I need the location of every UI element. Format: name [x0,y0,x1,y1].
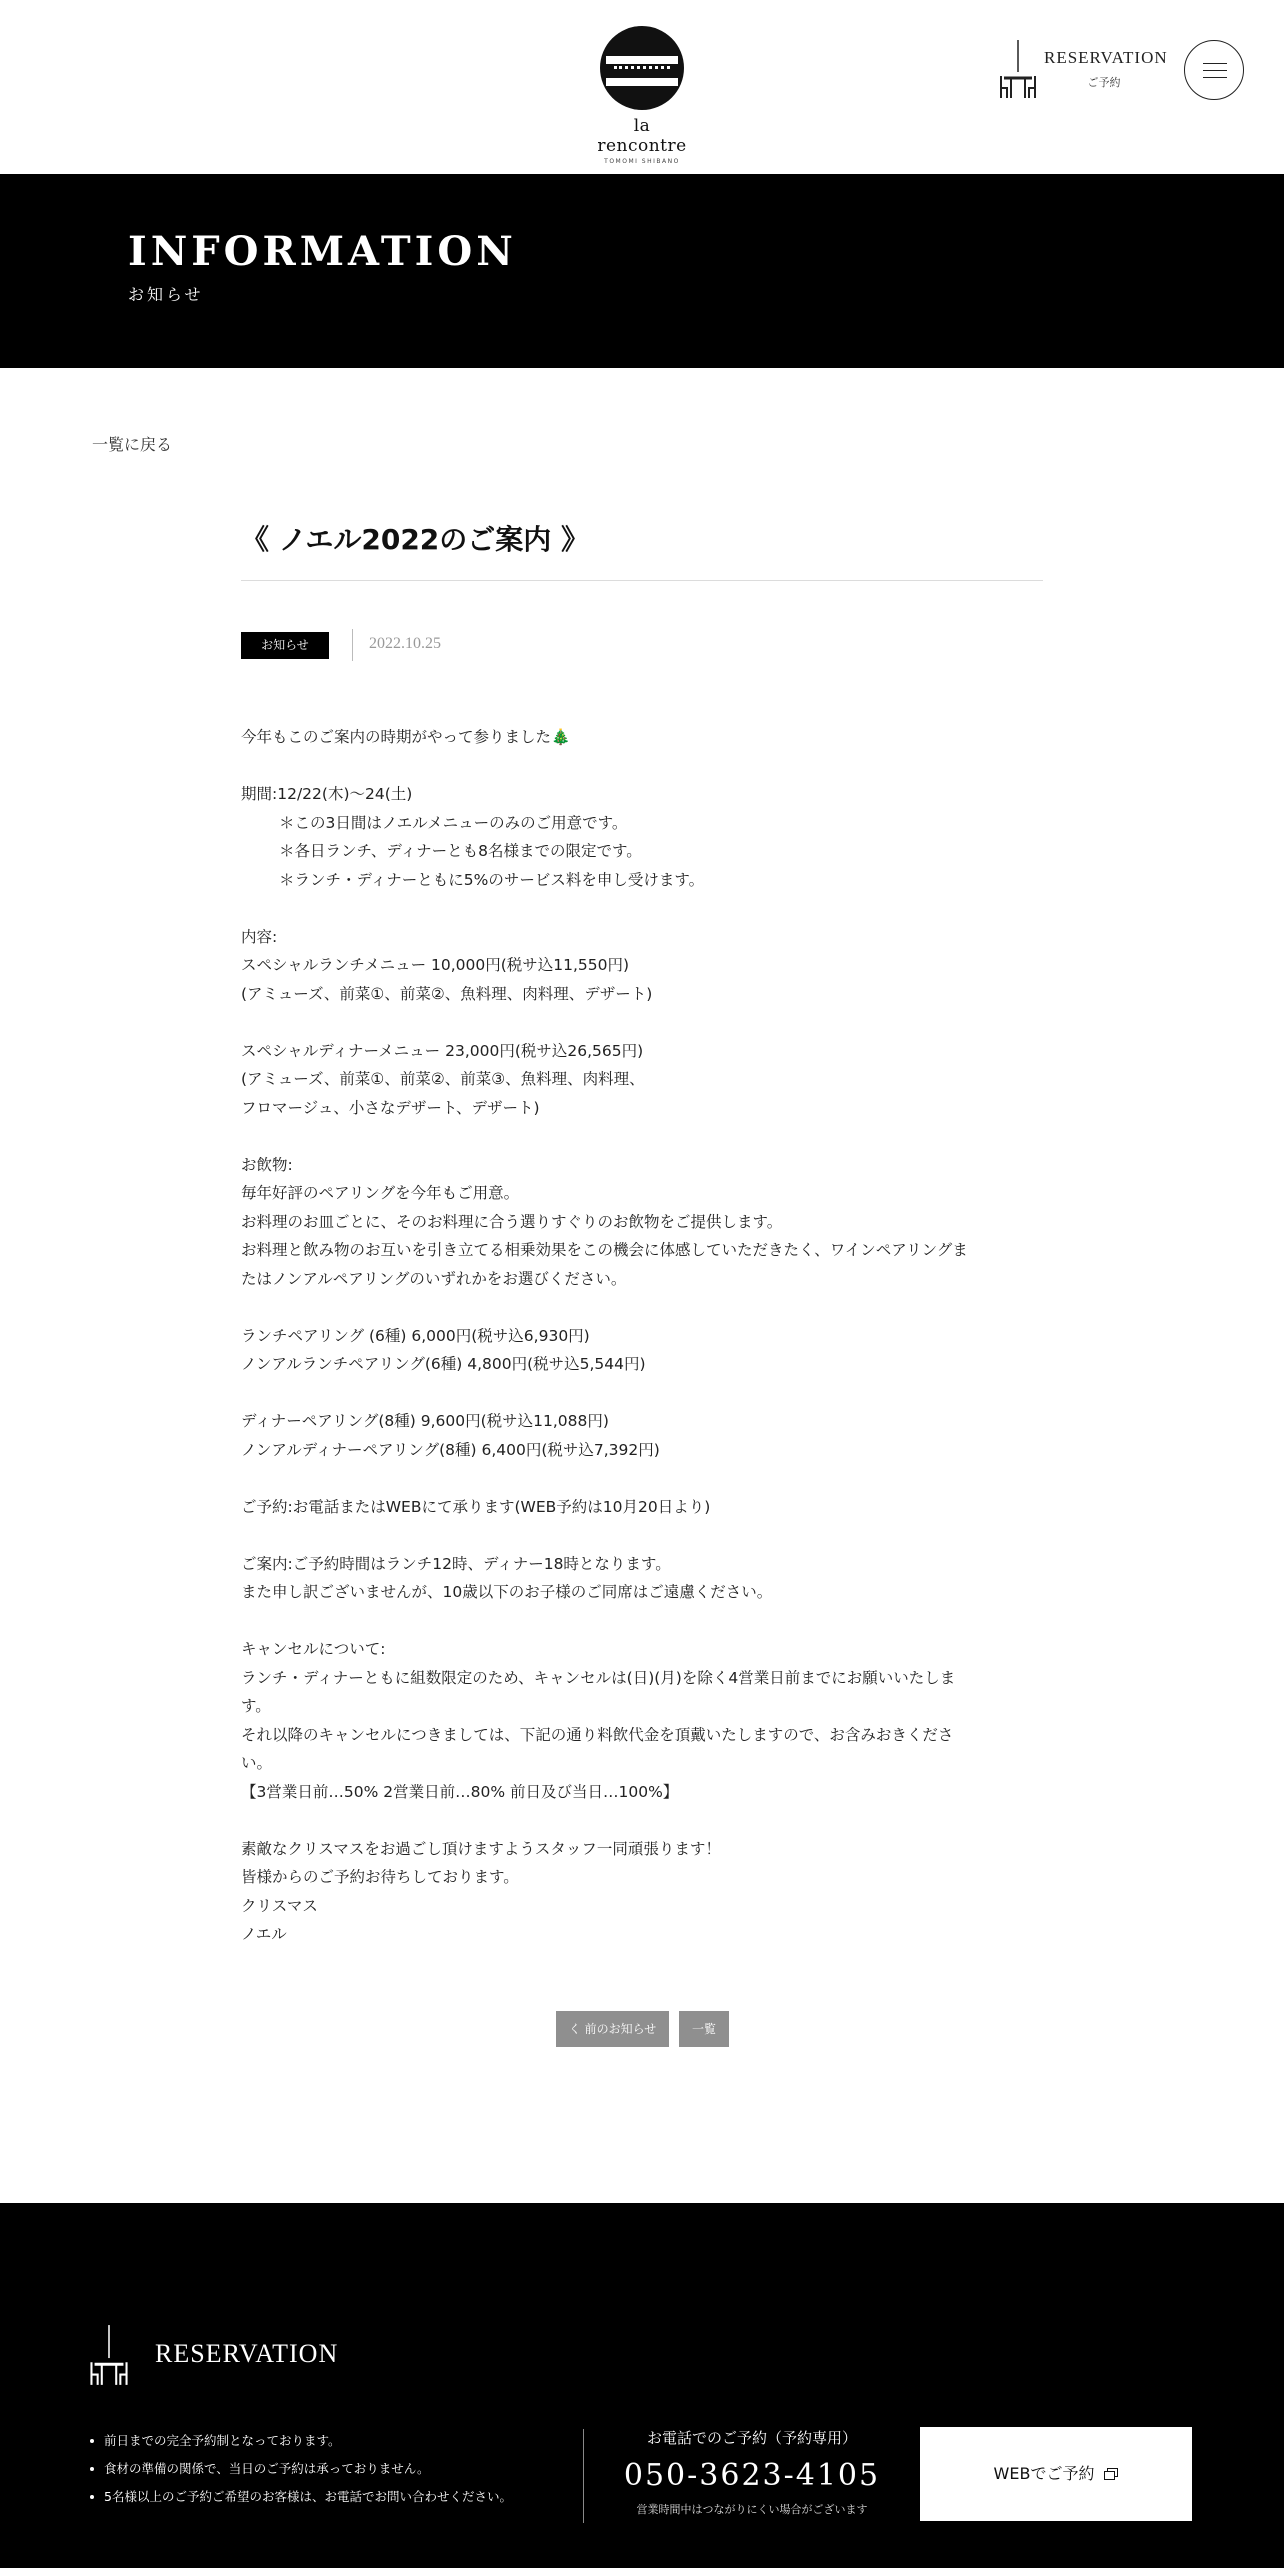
article-paragraph-line: (アミューズ、前菜①、前菜②、前菜③、魚料理、肉料理、 [241,1070,645,1088]
article-paragraph-line: ＊ランチ・ディナーともに5%のサービス料を申し受けます。 [279,870,705,889]
article-paragraph-line: 今年もこのご案内の時期がやって参りました🎄 [241,728,571,746]
reservation-notes [90,2427,560,2511]
page-title: INFORMATION [128,228,517,275]
article-paragraph-line: ＊この3日間はノエルメニューのみのご用意です。 [279,813,628,832]
post-date: 2022.10.25 [369,635,441,652]
phone-reservation [612,2427,892,2517]
reservation-footer [0,2203,1284,2568]
prev-post-button[interactable]: く 前のお知らせ [556,2011,669,2047]
footer-divider [583,2429,584,2523]
category-badge[interactable]: お知らせ [241,632,329,659]
article-paragraph-line: ノンアルディナーペアリング(8種) 6,400円(税サ込7,392円) [241,1440,660,1459]
article-paragraph-line: ノンアルランチペアリング(6種) 4,800円(税サ込5,544円) [241,1355,646,1373]
article-paragraph-line: ご予約:お電話またはWEBにて承ります(WEB予約は10月20日より) [241,1497,711,1516]
web-reservation-button[interactable] [920,2427,1192,2521]
article-blank-line [241,752,1041,781]
article-paragraph-line: お飲物: [241,1155,293,1174]
article-paragraph-line: スペシャルランチメニュー 10,000円(税サ込11,550円) [241,956,630,974]
site-logo[interactable] [590,26,694,165]
menu-icon [1203,63,1227,64]
hamburger-menu-button[interactable] [1184,40,1244,100]
header-reservation-link[interactable] [1044,48,1168,90]
article-blank-line [241,894,1041,923]
article-paragraph-line: キャンセルについて: [241,1640,386,1658]
article-body [241,723,1041,1949]
article-blank-line [241,1607,1041,1636]
article-paragraph-line: お料理と飲み物のお互いを引き立てる相乗効果をこの機会に体感していただきたく、ワインペアリングま [241,1241,968,1259]
article-paragraph-line: クリスマス [241,1896,318,1915]
header-reservation-title: RESERVATION [1044,48,1168,67]
article-paragraph-line: ランチペアリング (6種) 6,000円(税サ込6,930円) [241,1326,590,1345]
article-paragraph-line: それ以降のキャンセルにつきましては、下記の通り料飲代金を頂戴いたしますので、お含みおきくださ [241,1725,954,1744]
article-paragraph-line: スペシャルディナーメニュー 23,000円(税サ込26,565円) [241,1041,644,1060]
article-paragraph-line: たはノンアルペアリングのいずれかをお選びください。 [241,1269,627,1288]
article-paragraph-line: ご案内:ご予約時間はランチ12時、ディナー18時となります。 [241,1554,671,1573]
external-window-icon [1104,2468,1118,2480]
page-hero [0,174,1284,368]
article-blank-line [241,1521,1041,1550]
article-blank-line [241,1806,1041,1835]
article-paragraph-line: 期間:12/22(木)〜24(土) [241,785,413,803]
meta-divider [352,629,353,661]
phone-label: お電話でのご予約（予約専用） [646,2429,857,2447]
header-reservation-sub: ご予約 [1087,76,1121,89]
site-header [0,0,1284,174]
footer-reservation-title: RESERVATION [155,2339,339,2368]
web-reservation-label: WEBでご予約 [993,2464,1095,2483]
logo-sub: TOMOMI SHIBANO [604,158,680,165]
article-blank-line [241,1464,1041,1493]
list-button[interactable]: 一覧 [679,2011,729,2047]
logo-name: la rencontre [597,116,687,156]
reservation-note: 食材の準備の関係で、当日のご予約は承っておりません。 [90,2455,560,2483]
article-paragraph-line: ＊各日ランチ、ディナーとも8名様までの限定です。 [279,842,642,860]
article-blank-line [241,1293,1041,1322]
phone-note: 営業時間中はつながりにくい場合がございます [636,2503,868,2516]
article-paragraph-line: す。 [241,1697,271,1715]
article-paragraph-line: また申し訳ございませんが、10歳以下のお子様のご同席はご遠慮ください。 [241,1583,773,1601]
article-paragraph-line: 素敵なクリスマスをお過ごし頂けますようスタッフ一同頑張ります！ [241,1839,721,1858]
article-blank-line [241,1008,1041,1037]
article-paragraph-line: ランチ・ディナーともに組数限定のため、キャンセルは(日)(月)を除く4営業日前までにお願いいたしま [241,1668,956,1687]
article-paragraph-line: い。 [241,1754,273,1772]
table-chairs-icon [90,2323,128,2389]
article-blank-line [241,1379,1041,1408]
title-divider [241,580,1043,581]
page-subtitle: お知らせ [128,285,204,304]
article-blank-line [241,1122,1041,1151]
article-paragraph-line: ノエル [241,1925,287,1943]
phone-number-link[interactable]: 050-3623-4105 [623,2458,881,2493]
article-paragraph-line: お料理のお皿ごとに、そのお料理に合う選りすぐりのお飲物をご提供します。 [241,1212,783,1231]
table-chairs-icon[interactable] [1000,38,1036,102]
article-paragraph-line: 内容: [241,927,278,946]
article-paragraph-line: ディナーペアリング(8種) 9,600円(税サ込11,088円) [241,1412,609,1430]
logo-emblem [600,26,684,110]
article-paragraph-line: フロマージュ、小さなデザート、デザート) [241,1098,540,1117]
article-paragraph-line: (アミューズ、前菜①、前菜②、魚料理、肉料理、デザート) [241,984,653,1003]
article-paragraph-line: 【3営業日前…50% 2営業日前…80% 前日及び当日…100%】 [241,1782,679,1801]
back-to-list-link[interactable]: 一覧に戻る [92,435,173,454]
article-paragraph-line: 皆様からのご予約お待ちしております。 [241,1868,519,1886]
article-title: 《 ノエル2022のご案内 》 [241,523,590,556]
article-paragraph-line: 毎年好評のペアリングを今年もご用意。 [241,1184,520,1202]
reservation-note: 前日までの完全予約制となっております。 [90,2427,560,2455]
reservation-note: 5名様以上のご予約ご希望のお客様は、お電話でお問い合わせください。 [90,2483,560,2511]
